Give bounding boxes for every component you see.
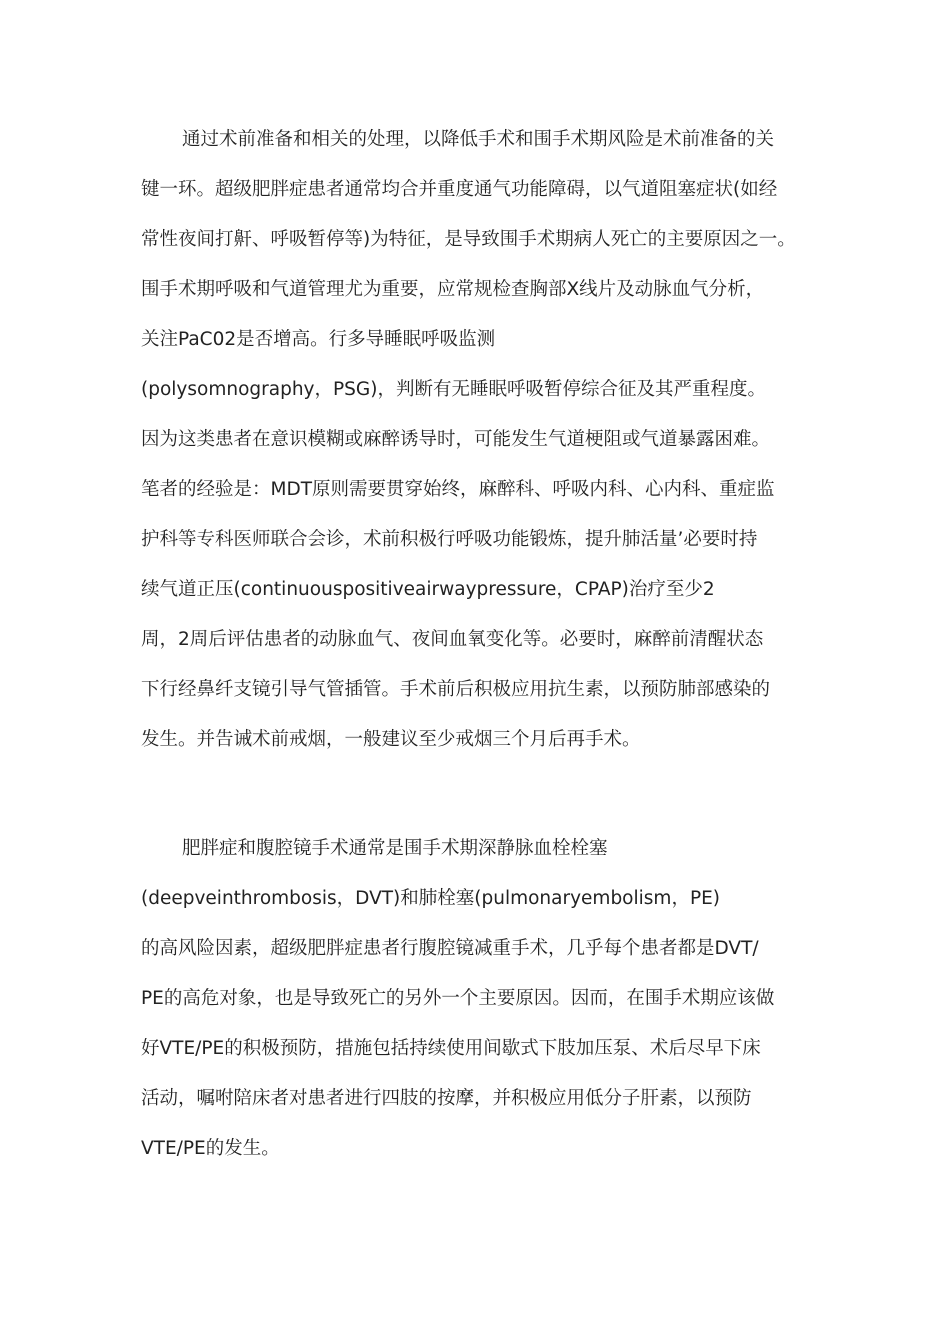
paragraph-line: 活动，嘱咐陪床者对患者进行四肢的按摩，并积极应用低分子肝素，以预防 bbox=[141, 1088, 752, 1109]
paragraph-line: 好VTE/PE的积极预防，措施包括持续使用间歇式下肢加压泵、术后尽早下床 bbox=[141, 1038, 761, 1059]
paragraph-line: 因为这类患者在意识模糊或麻醉诱导时，可能发生气道梗阻或气道暴露困难。 bbox=[141, 429, 771, 450]
paragraph-line: 发生。并告诫术前戒烟，一般建议至少戒烟三个月后再手术。 bbox=[141, 729, 641, 750]
paragraph-line: (deepveinthrombosis，DVT)和肺栓塞(pulmonaryembolism，PE) bbox=[141, 888, 721, 909]
paragraph-line: 关注PaC02是否增高。行多导睡眠呼吸监测 bbox=[141, 329, 496, 350]
paragraph-line: 通过术前准备和相关的处理，以降低手术和围手术期风险是术前准备的关 bbox=[182, 129, 775, 150]
paragraph-line: 的高风险因素，超级肥胖症患者行腹腔镜减重手术，几乎每个患者都是DVT/ bbox=[141, 938, 759, 959]
paragraph-line: PE的高危对象，也是导致死亡的另外一个主要原因。因而，在围手术期应该做 bbox=[141, 988, 775, 1009]
paragraph-line: VTE/PE的发生。 bbox=[141, 1138, 280, 1159]
paragraph-line: 围手术期呼吸和气道管理尤为重要，应常规检查胸部X线片及动脉血气分析， bbox=[141, 279, 765, 300]
paragraph-line: (polysomnography，PSG)，判断有无睡眠呼吸暂停综合征及其严重程度。 bbox=[141, 379, 766, 400]
paragraph-line: 肥胖症和腹腔镜手术通常是围手术期深静脉血栓栓塞 bbox=[182, 838, 608, 859]
paragraph-line: 笔者的经验是：MDT原则需要贯穿始终，麻醉科、呼吸内科、心内科、重症监 bbox=[141, 479, 775, 500]
paragraph-line: 下行经鼻纤支镜引导气管插管。手术前后积极应用抗生素，以预防肺部感染的 bbox=[141, 679, 771, 700]
paragraph-line: 键一环。超级肥胖症患者通常均合并重度通气功能障碍，以气道阻塞症状(如经 bbox=[141, 179, 778, 200]
paragraph-line: 常性夜间打鼾、呼吸暂停等)为特征，是导致围手术期病人死亡的主要原因之一。 bbox=[141, 229, 796, 250]
paragraph-line: 续气道正压(continuouspositiveairwaypressure，CPAP)治疗至少2 bbox=[141, 579, 715, 600]
paragraph-line: 周，2周后评估患者的动脉血气、夜间血氧变化等。必要时，麻醉前清醒状态 bbox=[141, 629, 764, 650]
paragraph-line: 护科等专科医师联合会诊，术前积极行呼吸功能锻炼，提升肺活量’必要时持 bbox=[141, 529, 758, 550]
